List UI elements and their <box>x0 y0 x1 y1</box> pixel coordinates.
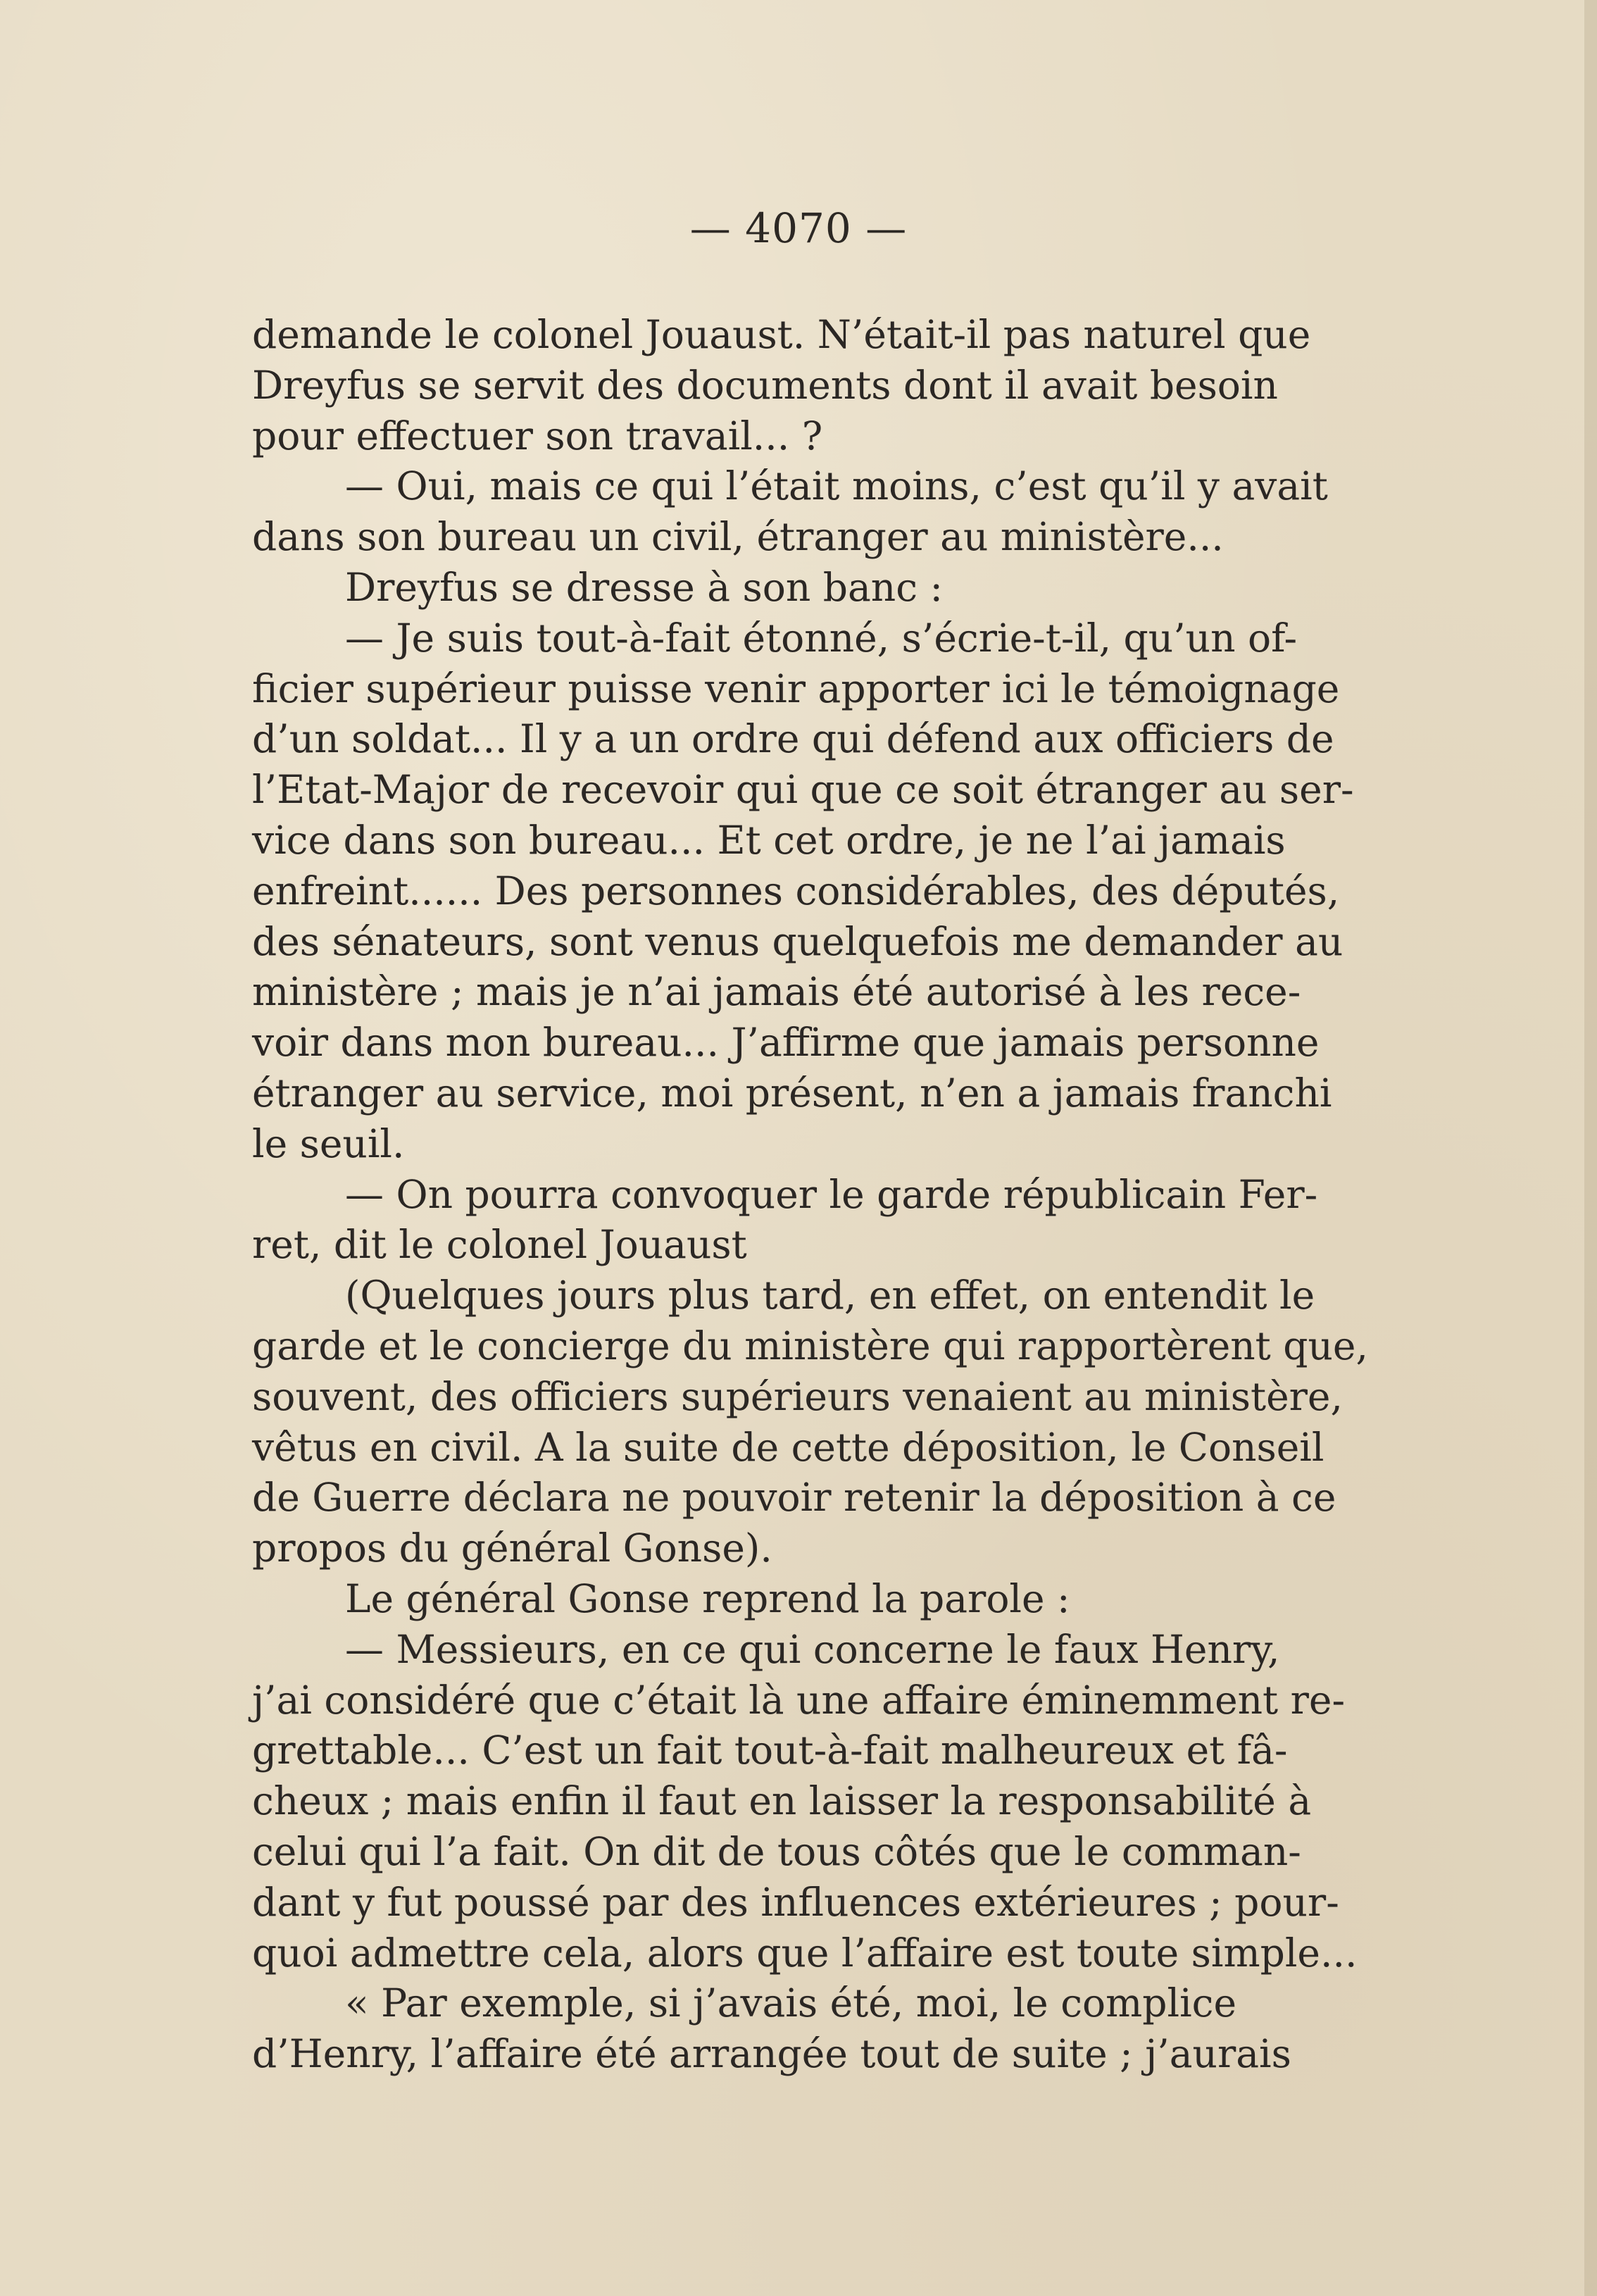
text-line: ret, dit le colonel Jouaust <box>252 1222 747 1268</box>
text-line: Le général Gonse reprend la parole : <box>345 1576 1070 1621</box>
text-line: j’ai considéré que c’était là une affaire éminemment re- <box>252 1677 1346 1723</box>
text-line: le seuil. <box>252 1121 405 1166</box>
text-line: d’un soldat... Il y a un ordre qui défend aux officiers de <box>252 716 1334 762</box>
text-line: ficier supérieur puisse venir apporter ici le témoignage <box>252 666 1340 711</box>
text-line: quoi admettre cela, alors que l’affaire est toute simple... <box>252 1930 1358 1976</box>
text-line: vice dans son bureau... Et cet ordre, je ne l’ai jamais <box>252 817 1286 863</box>
text-line: grettable... C’est un fait tout-à-fait malheureux et fâ- <box>252 1728 1288 1773</box>
text-line: dans son bureau un civil, étranger au ministère... <box>252 514 1224 560</box>
text-line: — Oui, mais ce qui l’était moins, c’est qu’il y avait <box>345 463 1328 509</box>
text-line: dant y fut poussé par des influences extérieures ; pour- <box>252 1879 1339 1925</box>
text-line: celui qui l’a fait. On dit de tous côtés que le comman- <box>252 1828 1301 1874</box>
text-line: Dreyfus se dresse à son banc : <box>345 564 944 610</box>
text-line: — Messieurs, en ce qui concerne le faux Henry, <box>345 1626 1280 1672</box>
body-text <box>252 310 1456 2080</box>
text-line: — On pourra convoquer le garde républicain Fer- <box>345 1171 1318 1217</box>
text-line: des sénateurs, sont venus quelquefois me demander au <box>252 918 1344 964</box>
text-line: enfreint...... Des personnes considérables, des députés, <box>252 868 1340 913</box>
page-number: — 4070 — <box>689 204 908 252</box>
text-line: garde et le concierge du ministère qui rapportèrent que, <box>252 1323 1368 1368</box>
text-line: Dreyfus se servit des documents dont il avait besoin <box>252 362 1278 408</box>
page-edge-shadow <box>1584 0 1597 2296</box>
text-line: propos du général Gonse). <box>252 1526 772 1571</box>
text-line: cheux ; mais enfin il faut en laisser la responsabilité à <box>252 1778 1312 1824</box>
text-line: demande le colonel Jouaust. N’était-il pas naturel que <box>252 312 1311 357</box>
text-line: l’Etat-Major de recevoir qui que ce soit étranger au ser- <box>252 767 1354 813</box>
text-line: souvent, des officiers supérieurs venaient au ministère, <box>252 1373 1343 1419</box>
text-line: de Guerre déclara ne pouvoir retenir la déposition à ce <box>252 1475 1336 1521</box>
text-line: « Par exemple, si j’avais été, moi, le complice <box>345 1980 1237 2026</box>
text-line: — Je suis tout-à-fait étonné, s’écrie-t-il, qu’un of- <box>345 615 1298 661</box>
text-line: pour effectuer son travail... ? <box>252 413 823 458</box>
text-line: d’Henry, l’affaire été arrangée tout de suite ; j’aurais <box>252 2031 1291 2077</box>
text-line: vêtus en civil. A la suite de cette déposition, le Conseil <box>252 1424 1324 1470</box>
text-line: étranger au service, moi présent, n’en a jamais franchi <box>252 1070 1332 1116</box>
text-line: ministère ; mais je n’ai jamais été autorisé à les rece- <box>252 969 1301 1015</box>
text-line: (Quelques jours plus tard, en effet, on entendit le <box>345 1273 1315 1318</box>
text-line: voir dans mon bureau... J’affirme que jamais personne <box>252 1020 1320 1066</box>
